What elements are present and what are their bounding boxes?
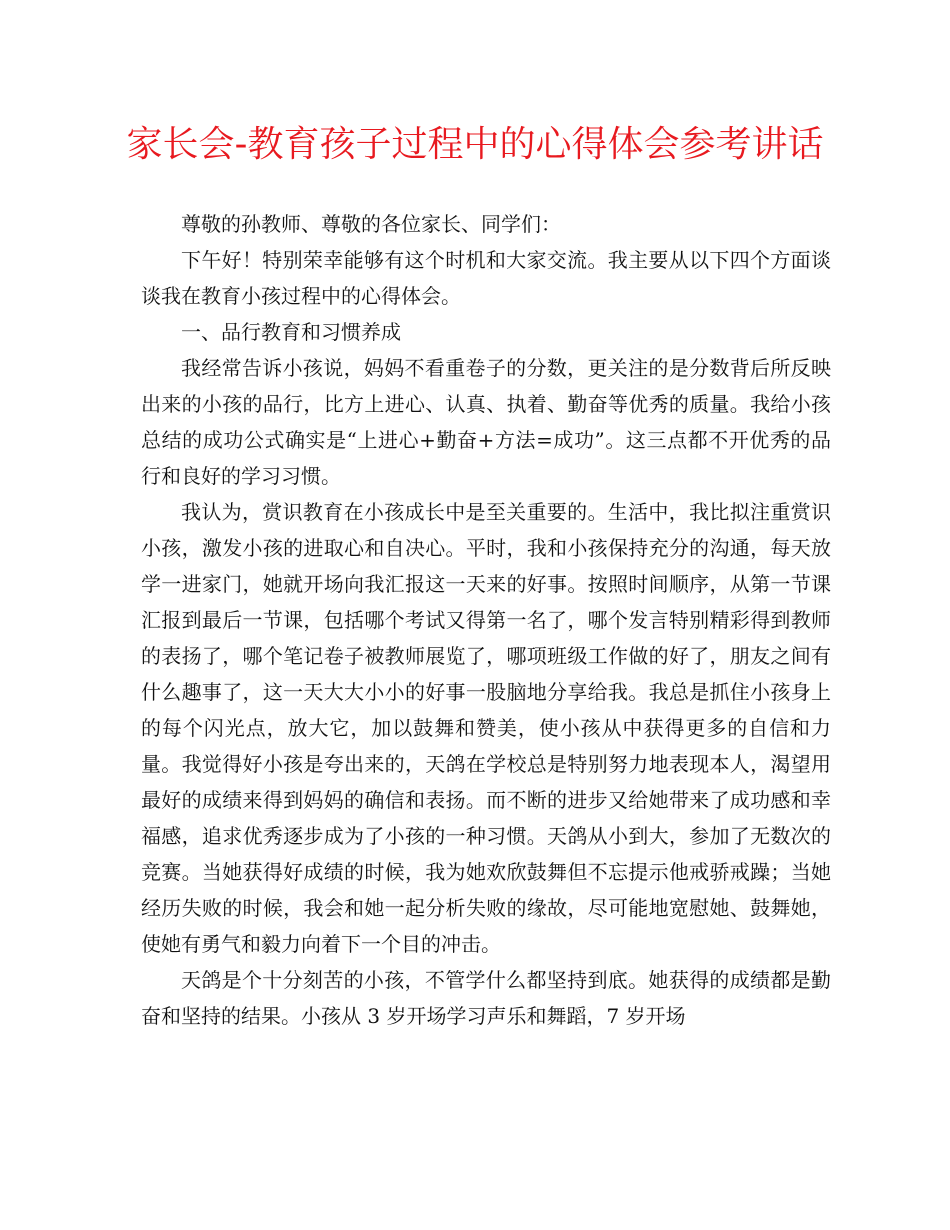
document-title: 家长会-教育孩子过程中的心得体会参考讲话 xyxy=(126,124,824,165)
paragraph: 我认为，赏识教育在小孩成长中是至关重要的。生活中，我比拟注重赏识小孩，激发小孩的进取心和自决心。平时，我和小孩保持充分的沟通，每天放学一进家门，她就开场向我汇报这一天来的好事。按照时间顺序，从第一节课汇报到最后一节课，包括哪个考试又得第一名了，哪个发言特别精彩得到教师的表扬了，哪个笔记卷子被教师展览了，哪项班级工作做的好了，朋友之间有什么趣事了，这一天大大小小的好事一股脑地分享给我。我总是抓住小孩身上的每个闪光点，放大它，加以鼓舞和赞美，使小孩从中获得更多的自信和力量。我觉得好小孩是夸出来的，天鸽在学校总是特别努力地表现本人，渴望用最好的成绩来得到妈妈的确信和表扬。而不断的进步又给她带来了成功感和幸福感，追求优秀逐步成为了小孩的一种习惯。天鸽从小到大，参加了无数次的竞赛。当她获得好成绩的时候，我为她欢欣鼓舞但不忘提示他戒骄戒躁；当她经历失败的时候，我会和她一起分析失败的缘故，尽可能地宽慰她、鼓舞她，使她有勇气和毅力向着下一个目的冲击。 xyxy=(141,500,831,956)
paragraph-greeting: 尊敬的孙教师、尊敬的各位家长、同学们： xyxy=(181,212,561,236)
section-heading-1: 一、品行教育和习惯养成 xyxy=(181,320,401,344)
paragraph: 天鸽是个十分刻苦的小孩，不管学什么都坚持到底。她获得的成绩都是勤奋和坚持的结果。小孩从 3 岁开场学习声乐和舞蹈，7 岁开场 xyxy=(141,968,831,1028)
paragraph: 我经常告诉小孩说，妈妈不看重卷子的分数，更关注的是分数背后所反映出来的小孩的品行，比方上进心、认真、执着、勤奋等优秀的质量。我给小孩总结的成功公式确实是“上进心+勤奋+方法=成功”。这三点都不开优秀的品行和良好的学习习惯。 xyxy=(141,356,831,488)
paragraph-intro: 下午好！特别荣幸能够有这个时机和大家交流。我主要从以下四个方面谈谈我在教育小孩过程中的心得体会。 xyxy=(141,248,831,308)
document-body xyxy=(141,206,831,1034)
